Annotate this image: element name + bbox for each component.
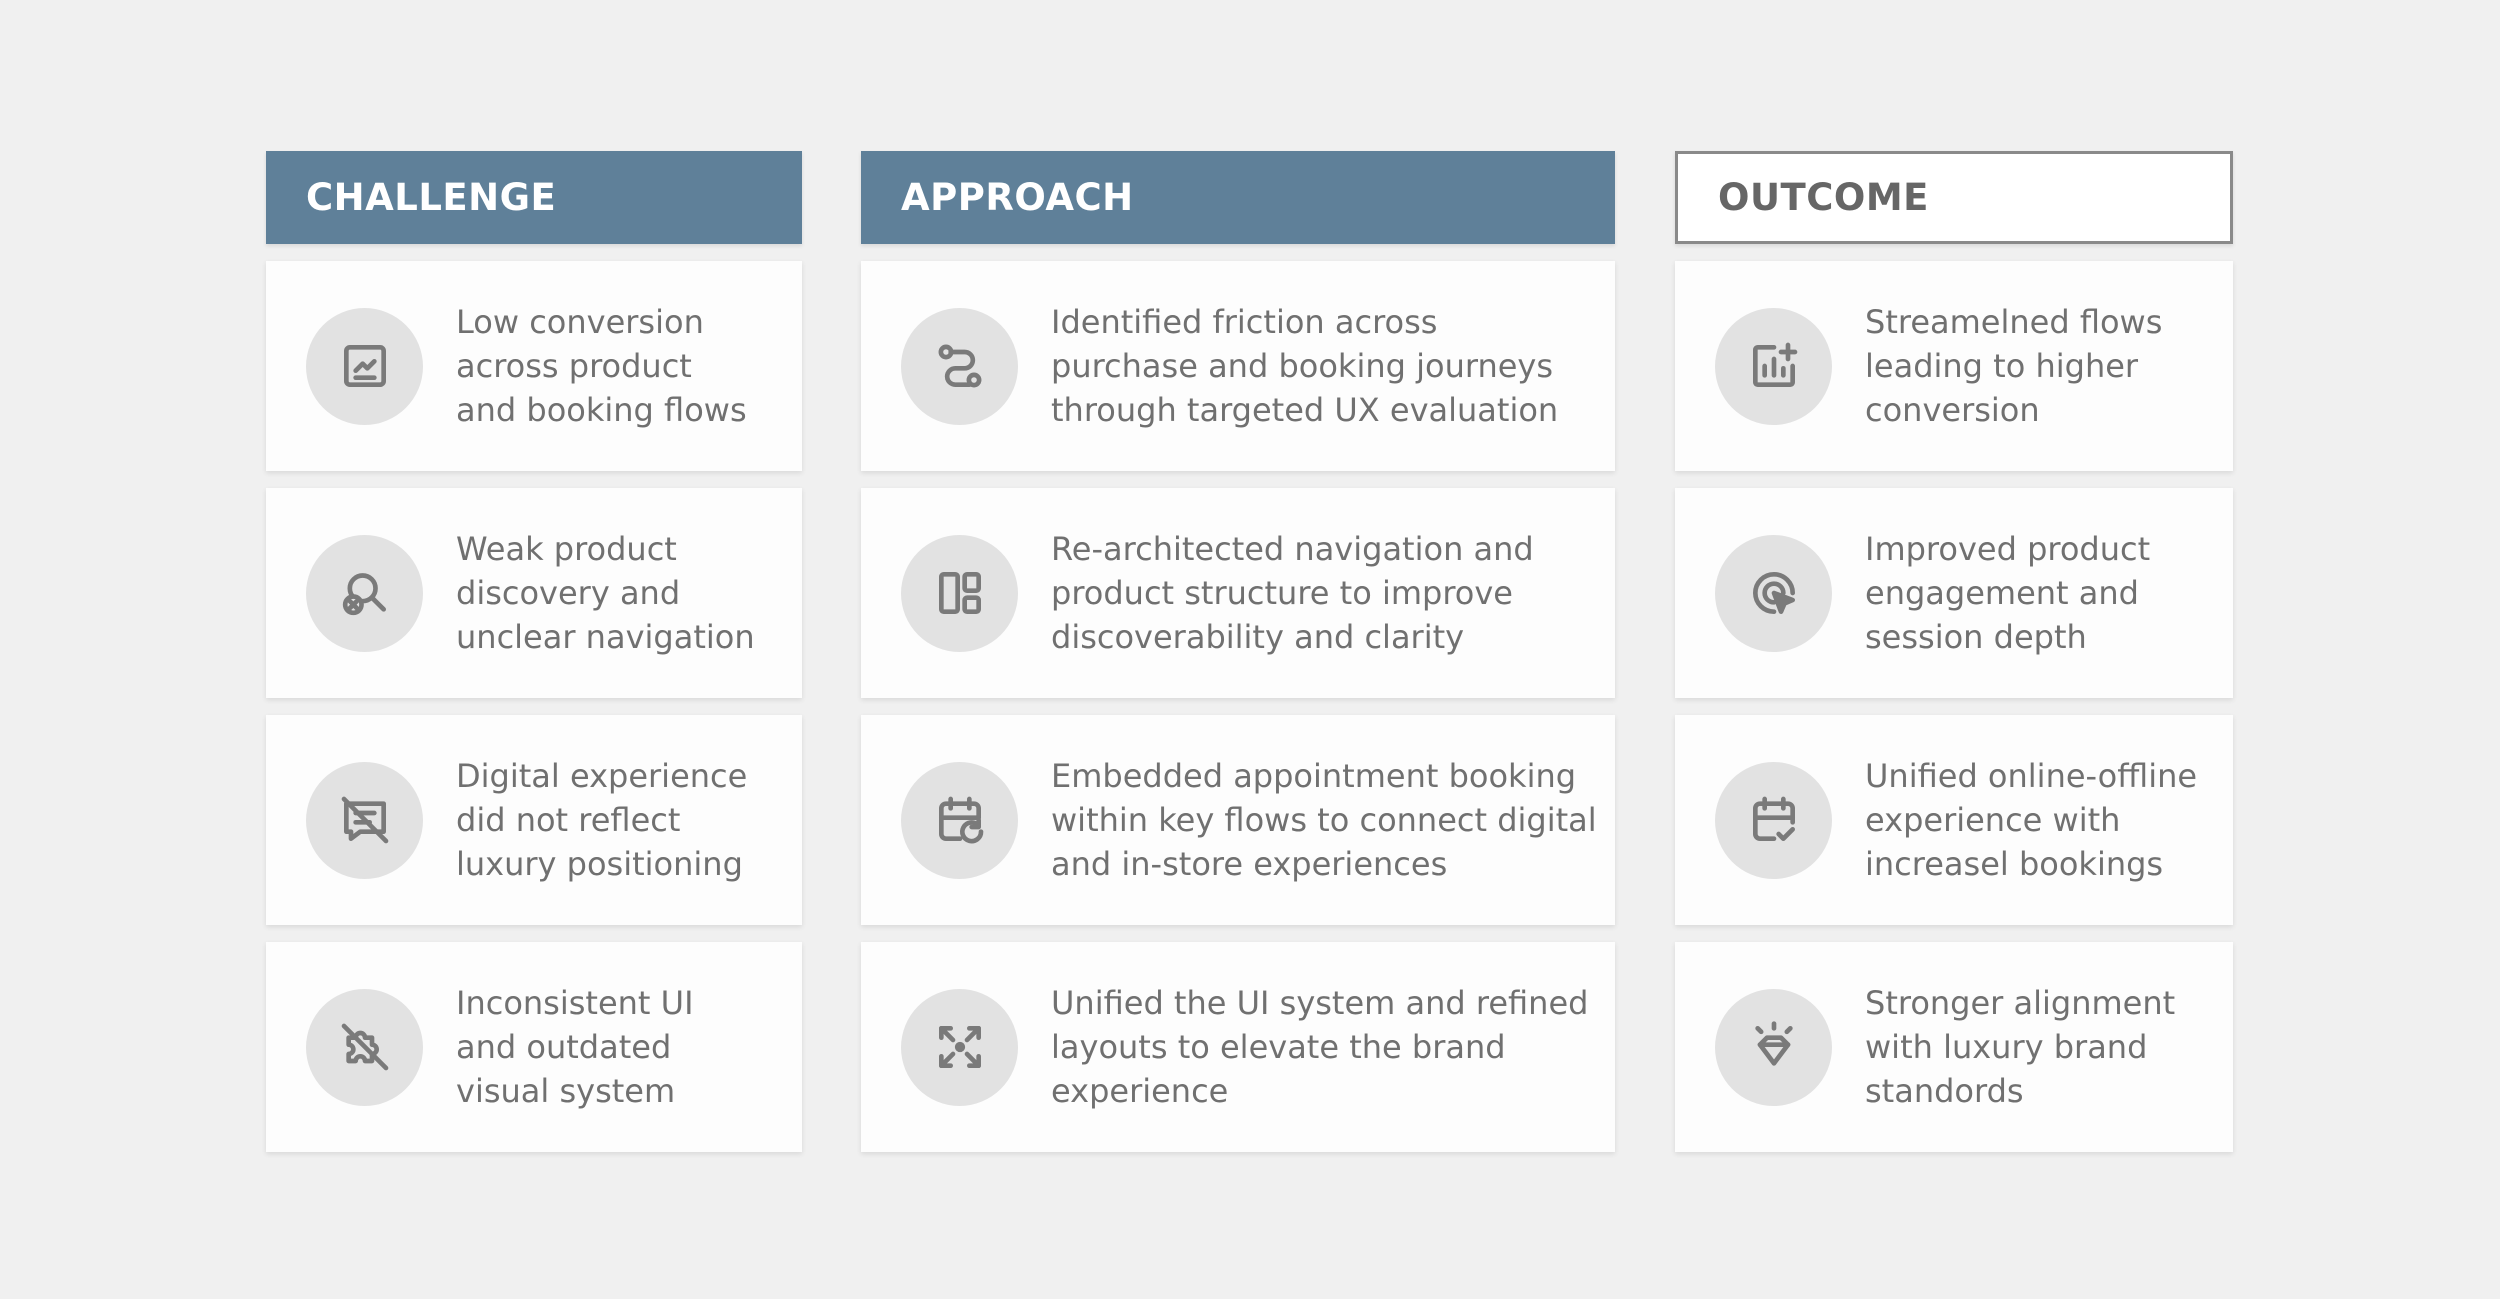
challenge-header: CHALLENGE	[266, 151, 802, 244]
outcome-card	[1675, 488, 2233, 698]
outcome-header: OUTCOME	[1675, 151, 2233, 244]
challenge-card	[266, 261, 802, 471]
approach-card	[861, 488, 1615, 698]
approach-text: Identified friction across purchase and booking journeys through targeted UX evaluation	[1051, 303, 1559, 429]
approach-text: Embedded appointment booking within key flows to connect digital and in-store experiences	[1051, 757, 1597, 883]
calendar-refresh-icon	[901, 762, 1018, 879]
outcome-text: Unified online-offline experience with increasel bookings	[1865, 757, 2198, 883]
challenge-text: Digital experience did not reflect luxury positioning	[456, 757, 748, 883]
route-icon	[901, 308, 1018, 425]
challenge-column	[266, 151, 802, 1152]
outcome-text: Improved product engagement and session depth	[1865, 530, 2151, 656]
chart-plus-icon	[1715, 308, 1832, 425]
outcome-card	[1675, 942, 2233, 1152]
puzzle-off-icon	[306, 989, 423, 1106]
outcome-column	[1675, 151, 2233, 1152]
approach-text: Unified the UI system and refined layouts to elevate the brand experience	[1051, 984, 1589, 1110]
challenge-card	[266, 488, 802, 698]
chart-down-icon	[306, 308, 423, 425]
outcome-card	[1675, 261, 2233, 471]
challenge-card	[266, 715, 802, 925]
approach-card	[861, 942, 1615, 1152]
challenge-card	[266, 942, 802, 1152]
challenge-text: Inconsistent UI and outdated visual system	[456, 984, 694, 1110]
layout-dashboard-icon	[901, 535, 1018, 652]
expand-arrows-icon	[901, 989, 1018, 1106]
approach-text: Re-architected navigation and product structure to improve discoverability and clarity	[1051, 530, 1534, 656]
approach-header: APPROACH	[861, 151, 1615, 244]
approach-column	[861, 151, 1615, 1152]
diamond-sparkle-icon	[1715, 989, 1832, 1106]
search-error-icon	[306, 535, 423, 652]
approach-card	[861, 715, 1615, 925]
challenge-text: Weak product discovery and unclear navigation	[456, 530, 755, 656]
calendar-check-icon	[1715, 762, 1832, 879]
message-off-icon	[306, 762, 423, 879]
approach-card	[861, 261, 1615, 471]
outcome-card	[1675, 715, 2233, 925]
outcome-text: Streamelned flows leading to higher conversion	[1865, 303, 2163, 429]
target-click-icon	[1715, 535, 1832, 652]
challenge-text: Low conversion across product and booking flows	[456, 303, 747, 429]
outcome-text: Stronger alignment with luxury brand standords	[1865, 984, 2176, 1110]
